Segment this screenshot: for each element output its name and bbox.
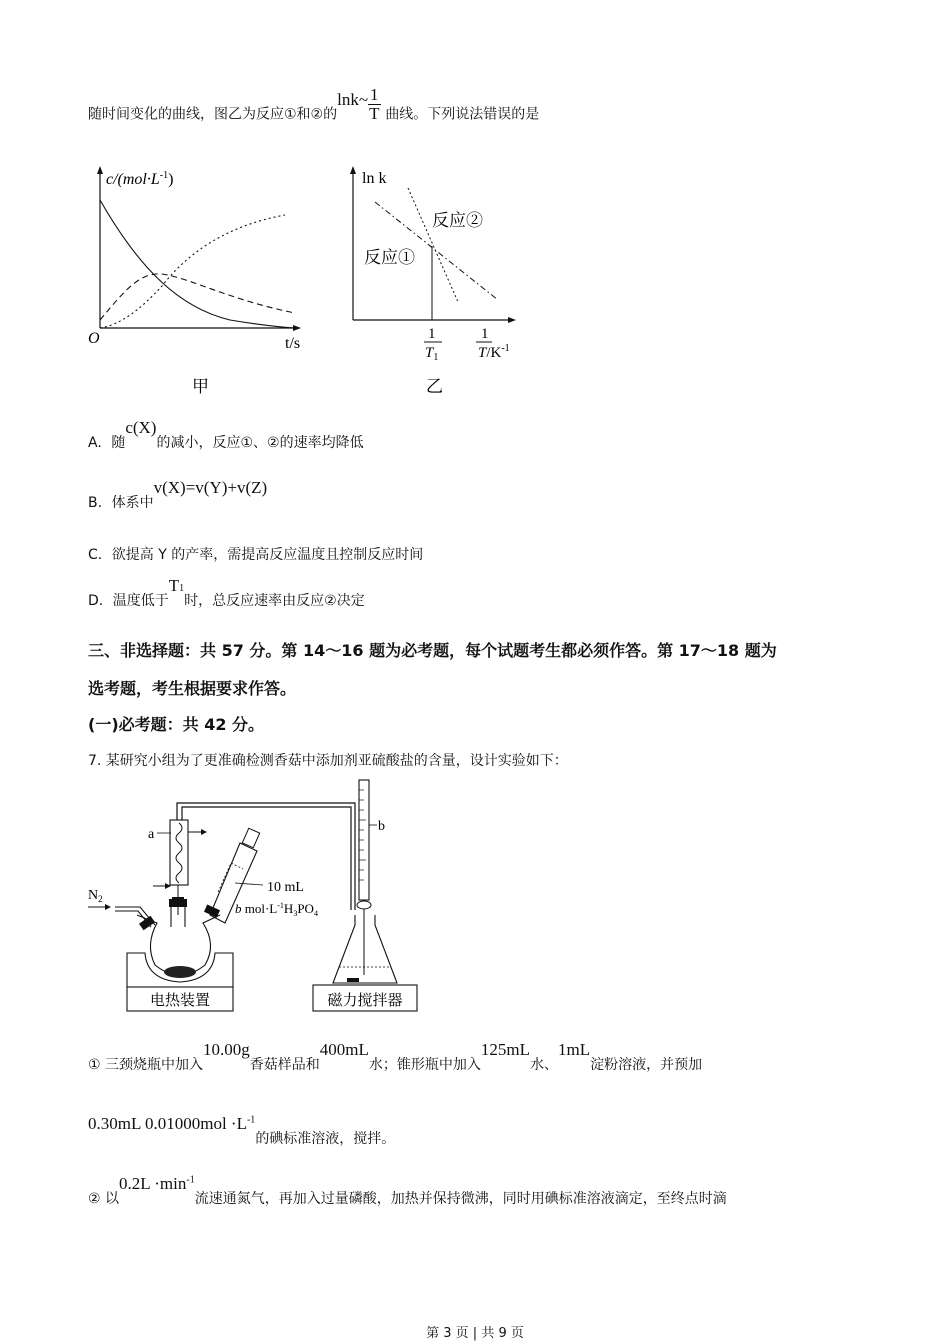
- apparatus-diagram: [85, 775, 435, 1020]
- option-text-end: 的减小，反应①、②的速率均降低: [156, 435, 364, 451]
- svg-text:ln k: [362, 170, 386, 187]
- step-text: ② 以: [88, 1191, 120, 1207]
- step-text: ① 三颈烧瓶中加入: [88, 1057, 204, 1073]
- option-a: [88, 418, 364, 452]
- intro-text: 随时间变化的曲线，图乙为反应①和②的: [88, 106, 338, 123]
- jia-origin: O: [88, 330, 100, 347]
- jia-xlabel: t/s: [285, 335, 301, 352]
- yi-x-num: 1: [481, 326, 489, 342]
- option-text: 温度低于: [112, 593, 169, 609]
- jia-ylabel: c/(mol·L: [106, 171, 160, 188]
- yi-tick-den: T: [425, 345, 434, 361]
- option-math: T: [168, 576, 180, 595]
- step-math: 10.00g: [203, 1040, 250, 1059]
- section-subheading: (一)必考题：共 42 分。: [88, 715, 265, 734]
- option-letter: B.: [88, 495, 103, 511]
- jia-caption: 甲: [192, 377, 209, 396]
- option-b: [88, 478, 268, 512]
- option-c: [88, 544, 423, 564]
- step-math: 125mL: [480, 1040, 530, 1059]
- label-a: a: [148, 827, 155, 842]
- yi-tick-sub: 1: [433, 352, 439, 363]
- label-conc-unit: mol·L: [241, 901, 278, 916]
- option-text: 随: [111, 435, 126, 451]
- jia-ylabel-exp: -1: [159, 170, 169, 181]
- yi-label-r2: 反应②: [432, 211, 483, 230]
- fraction-numerator: 1: [370, 85, 379, 104]
- jia-ylabel-close: ): [168, 171, 174, 188]
- heater-label: 电热装置: [149, 993, 211, 1009]
- step-text: 水；锥形瓶中加入: [368, 1057, 481, 1073]
- intro-line: [88, 85, 540, 133]
- label-acid-sub2: 4: [313, 909, 318, 918]
- intro-text-end: 曲线。下列说法错误的是: [385, 106, 540, 123]
- label-acid-po: PO: [297, 901, 314, 916]
- label-b: b: [378, 819, 385, 834]
- svg-text:T/K-1: [478, 343, 510, 361]
- option-letter: A.: [88, 435, 102, 451]
- question-7: 7. 某研究小组为了更准确检测香菇中添加剂亚硫酸盐的含量，设计实验如下：: [88, 753, 568, 769]
- step-text: 流速通氮气，再加入过量磷酸，加热并保持微沸，同时用碘标准溶液滴定，至终点时滴: [194, 1191, 727, 1207]
- curve-z: [100, 215, 285, 328]
- figure-yi: [340, 160, 540, 405]
- svg-text:T1: [425, 345, 438, 363]
- step-text: 淀粉溶液，并预加: [590, 1057, 703, 1073]
- svg-text:N2: [88, 888, 103, 904]
- option-text-end: 时，总反应速率由反应②决定: [184, 593, 365, 609]
- option-math: v(X)=v(Y)+v(Z): [153, 478, 268, 497]
- step-math: 0.30mL 0.01000mol ·L: [88, 1114, 247, 1133]
- option-d: [88, 576, 365, 610]
- yi-x-den: T: [478, 345, 487, 361]
- yi-caption: 乙: [426, 377, 443, 396]
- label-n2-sub: 2: [98, 894, 103, 904]
- option-math-sub: 1: [179, 583, 185, 594]
- yi-label-r1: 反应①: [364, 248, 415, 267]
- step-text: 香菇样品和: [249, 1057, 320, 1073]
- yi-x-unit-exp: -1: [501, 343, 510, 354]
- label-volume: 10 mL: [267, 880, 304, 895]
- curve-y: [100, 274, 295, 320]
- line-r2: [408, 188, 458, 302]
- label-conc-exp: -1: [277, 901, 284, 910]
- label-acid-sub1: 3: [293, 909, 298, 918]
- figure-jia: [80, 160, 320, 405]
- fraction-denominator: T: [369, 104, 380, 123]
- step-text: 的碘标准溶液，搅拌。: [255, 1131, 396, 1147]
- yi-x-unit: /K: [486, 345, 502, 361]
- option-letter: D.: [88, 593, 104, 609]
- yi-tick-num: 1: [428, 326, 436, 342]
- step-text: 水、: [529, 1057, 558, 1073]
- label-acid: H: [283, 901, 294, 916]
- svg-text:c/(mol·L-1): [106, 170, 173, 188]
- option-text: 欲提高 Y 的产率，需提高反应温度且控制反应时间: [111, 547, 424, 563]
- stirrer-label: 磁力搅拌器: [327, 993, 403, 1009]
- step-math: 1mL: [557, 1040, 591, 1059]
- label-n2: N: [88, 888, 99, 903]
- yi-ylabel: ln k: [362, 170, 387, 187]
- option-letter: C.: [88, 547, 103, 563]
- option-math: c(X): [125, 418, 157, 437]
- section-heading-line1: 三、非选择题：共 57 分。第 14～16 题为必考题，每个试题考生都必须作答。第 17～18 题为: [88, 641, 777, 660]
- step-math: 400mL: [319, 1040, 369, 1059]
- label-conc-b: b: [235, 901, 242, 916]
- page-footer: 第 3 页 | 共 9 页: [426, 1326, 524, 1341]
- step-math: 0.2L ·min: [119, 1174, 187, 1193]
- step-math-exp: -1: [246, 1114, 256, 1126]
- intro-lnk: lnk~: [337, 89, 369, 109]
- step-math-exp: -1: [186, 1174, 195, 1186]
- section-heading-line2: 选考题，考生根据要求作答。: [88, 679, 297, 698]
- svg-text:b mol·L-1H3PO4: [235, 901, 318, 918]
- step-1-line1: [88, 1040, 703, 1074]
- option-text: 体系中: [111, 495, 154, 511]
- intro-fraction: [368, 86, 381, 123]
